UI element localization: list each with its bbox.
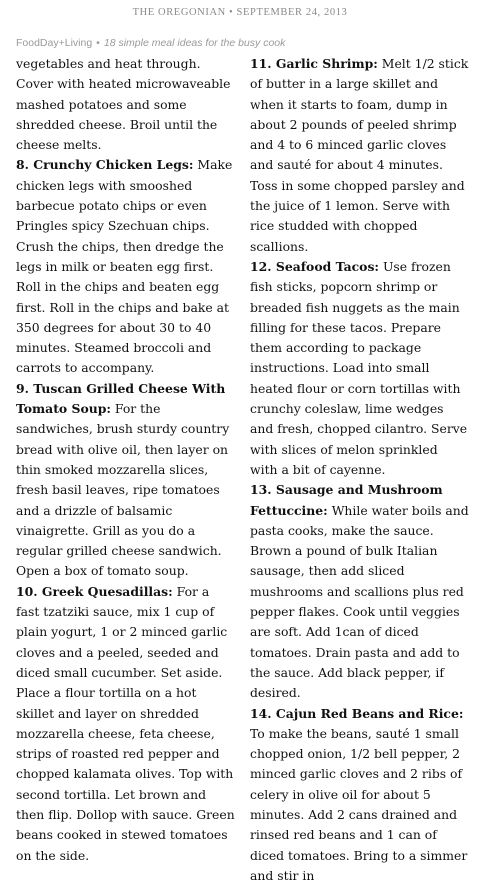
section-breadcrumb	[16, 37, 285, 49]
separator-dot: •	[96, 37, 100, 49]
recipe-title: 11. Garlic Shrimp:	[250, 56, 378, 71]
recipe-title: 9. Tuscan Grilled Cheese With Tomato Soup:	[16, 381, 225, 416]
continued-text: vegetables and heat through. Cover with heated microwaveable mashed potatoes and some shredded cheese. Broil until the cheese melts.	[16, 54, 235, 155]
recipe-item	[250, 480, 469, 703]
recipe-title: 13. Sausage and Mushroom Fettuccine:	[250, 482, 443, 517]
masthead: THE OREGONIAN • SEPTEMBER 24, 2013	[0, 7, 480, 18]
recipe-title: 14. Cajun Red Beans and Rice:	[250, 706, 463, 721]
recipe-title: 12. Seafood Tacos:	[250, 259, 379, 274]
recipe-item	[250, 257, 469, 480]
recipe-item	[16, 155, 235, 378]
recipe-item	[250, 704, 469, 886]
recipe-body: For the sandwiches, brush sturdy country bread with olive oil, then layer on thin smoked mozzarella slices, fresh basil leaves, ripe tomatoes and a drizzle of balsamic vinaigrette. Grill as you do a regular grilled cheese sandwich. Open a box of tomato soup.	[16, 401, 229, 578]
left-column	[16, 54, 235, 866]
article-subtitle: 18 simple meal ideas for the busy cook	[104, 37, 286, 49]
section-label: FoodDay+Living	[16, 37, 92, 49]
recipe-body: While water boils and pasta cooks, make the sauce. Brown a pound of bulk Italian sausage, then add sliced mushrooms and scallions plus red pepper flakes. Cook until veggies are soft. Add 1can of diced tomatoes. Drain pasta and add to the sauce. Add black pepper, if desired.	[250, 503, 469, 701]
recipe-body: Use frozen fish sticks, popcorn shrimp or breaded fish nuggets as the main filling for these tacos. Prepare them according to package instructions. Load into small heated flour or corn tortillas with crunchy coleslaw, lime wedges and fresh, chopped cilantro. Serve with slices of melon sprinkled with a bit of cayenne.	[250, 259, 467, 477]
recipe-body: Melt 1/2 stick of butter in a large skillet and when it starts to foam, dump in about 2 pounds of peeled shrimp and 4 to 6 minced garlic cloves and sauté for about 4 minutes. Toss in some chopped parsley and the juice of 1 lemon. Serve with rice studded with chopped scallions.	[250, 56, 468, 254]
recipe-body: For a fast tzatziki sauce, mix 1 cup of plain yogurt, 1 or 2 minced garlic cloves and a peeled, seeded and diced small cucumber. Set aside. Place a flour tortilla on a hot skillet and layer on shredded mozzarella cheese, feta cheese, strips of roasted red pepper and chopped kalamata olives. Top with second tortilla. Let brown and then flip. Dollop with sauce. Green beans cooked in stewed tomatoes on the side.	[16, 584, 235, 863]
recipe-item	[250, 54, 469, 257]
recipe-title: 8. Crunchy Chicken Legs:	[16, 157, 193, 172]
recipe-item	[16, 379, 235, 582]
recipe-body: To make the beans, sauté 1 small chopped onion, 1/2 bell pepper, 2 minced garlic cloves and 2 ribs of celery in olive oil for about 5 minutes. Add 2 cans drained and rinsed red beans and 1 can of diced tomatoes. Bring to a simmer and stir in	[250, 726, 467, 883]
recipe-body: Make chicken legs with smooshed barbecue potato chips or even Pringles spicy Szechuan chips. Crush the chips, then dredge the legs in milk or beaten egg first. Roll in the chips and beaten egg first. Roll in the chips and bake at 350 degrees for about 30 to 40 minutes. Steamed broccoli and carrots to accompany.	[16, 157, 232, 375]
recipe-item	[16, 582, 235, 866]
right-column	[250, 54, 469, 886]
recipe-title: 10. Greek Quesadillas:	[16, 584, 173, 599]
